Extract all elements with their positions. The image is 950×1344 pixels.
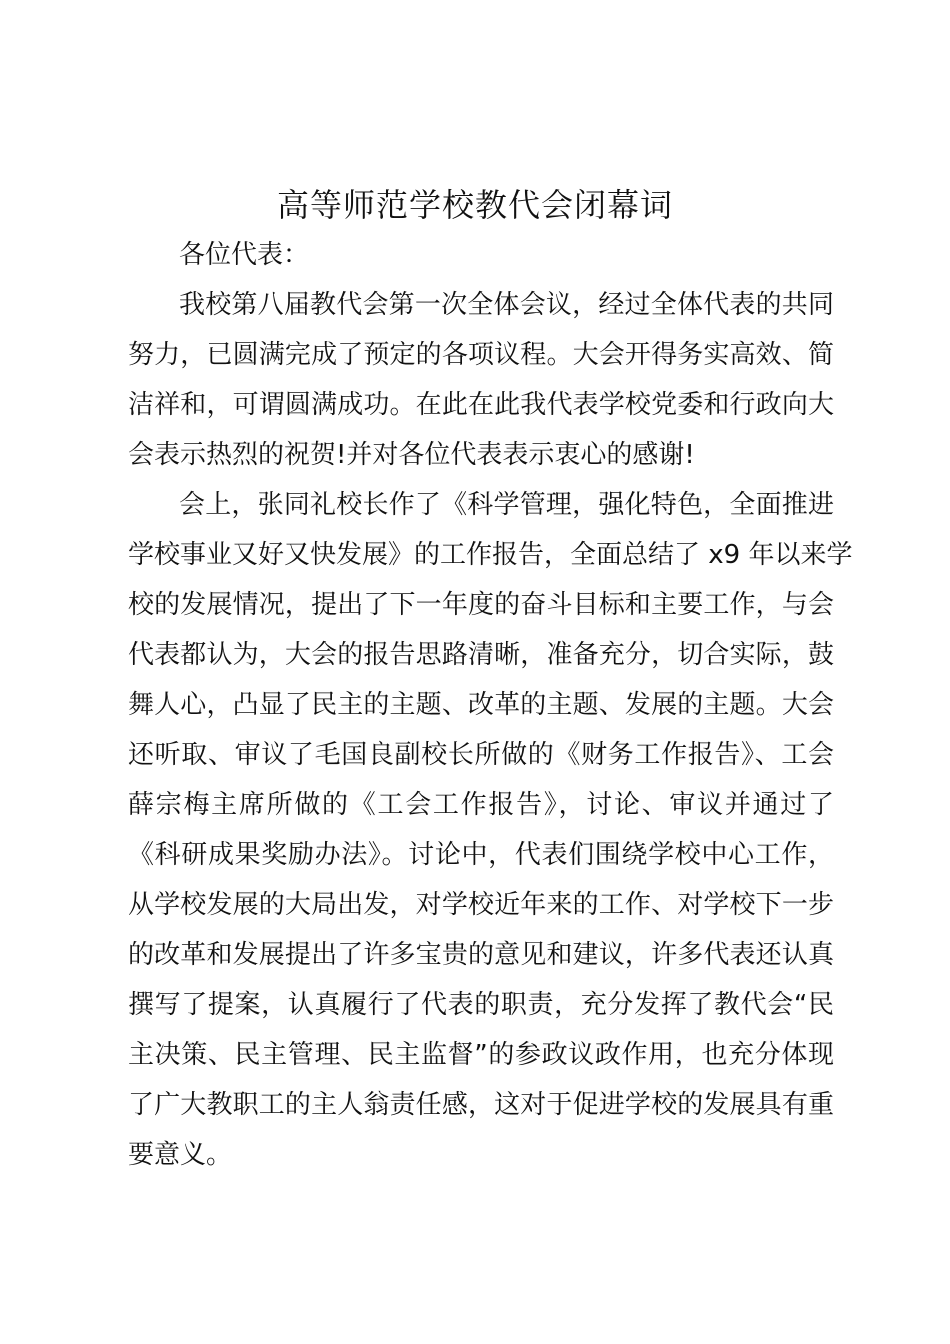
paragraph-line: 学校事业又好又快发展》的工作报告，全面总结了 x9 年以来学 [128,540,853,570]
paragraph-line: 我校第八届教代会第一次全体会议，经过全体代表的共同 [179,290,834,320]
paragraph-line: 舞人心，凸显了民主的主题、改革的主题、发展的主题。大会 [128,690,834,720]
paragraph-line: 了广大教职工的主人翁责任感，这对于促进学校的发展具有重 [128,1090,834,1120]
paragraph-line: 洁祥和，可谓圆满成功。在此在此我代表学校党委和行政向大 [128,390,834,420]
paragraph-line: 代表都认为，大会的报告思路清晰，准备充分，切合实际，鼓 [128,640,834,670]
paragraph-1 [128,280,834,480]
paragraph-line: 会表示热烈的祝贺!并对各位代表表示衷心的感谢! [128,440,695,470]
paragraph-line: 的改革和发展提出了许多宝贵的意见和建议，许多代表还认真 [128,940,834,970]
paragraph-line: 从学校发展的大局出发，对学校近年来的工作、对学校下一步 [128,890,834,920]
paragraph-line: 要意义。 [128,1140,233,1170]
paragraph-line: 会上，张同礼校长作了《科学管理，强化特色，全面推进 [179,490,834,520]
paragraph-line: 努力，已圆满完成了预定的各项议程。大会开得务实高效、简 [128,340,834,370]
paragraph-line: 撰写了提案，认真履行了代表的职责，充分发挥了教代会“民 [128,990,834,1020]
document-title: 高等师范学校教代会闭幕词 [276,186,673,224]
salutation: 各位代表： [179,240,310,270]
paragraph-line: 还听取、审议了毛国良副校长所做的《财务工作报告》、工会 [128,740,834,770]
paragraph-line: 《科研成果奖励办法》。讨论中，代表们围绕学校中心工作， [128,840,834,870]
paragraph-2 [128,480,853,1180]
paragraph-line: 主决策、民主管理、民主监督”的参政议政作用，也充分体现 [128,1040,834,1070]
paragraph-line: 校的发展情况，提出了下一年度的奋斗目标和主要工作，与会 [128,590,834,620]
document-body [128,230,853,1180]
paragraph-line: 薛宗梅主席所做的《工会工作报告》，讨论、审议并通过了 [128,790,834,820]
